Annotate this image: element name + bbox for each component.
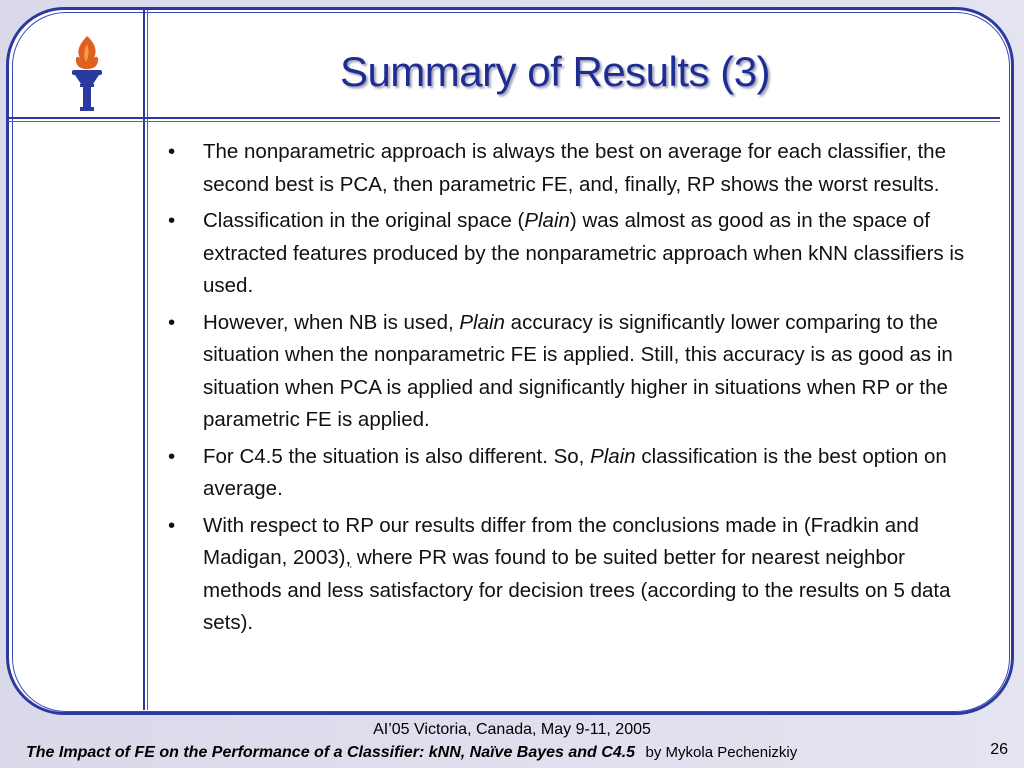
bullet-item [168,510,968,640]
slide-title: Summary of Results (3) [339,48,771,95]
bullet-text: However, when NB is used, [203,310,460,334]
bullet-item [168,205,968,303]
bullet-item [168,136,968,201]
bullet-item [168,307,968,437]
bullet-text: For C4.5 the situation is also different. So, [203,444,591,468]
vertical-divider-thin [147,10,148,710]
bullet-text: accuracy is significantly lower comparing to the situation when the nonparametric FE is applied. Still, this accuracy is as good as in situation when PCA is applied and significantly higher in situations when RP or the parametric FE is applied. [203,310,953,431]
bullet-text: where PR was found to be suited better for nearest neighbor methods and less satisfactory for decision trees (according to the results on 5 data sets). [203,546,951,634]
horizontal-divider [8,117,1000,119]
bullet-text-italic: Plain [590,444,636,468]
bullet-marker: • [168,444,176,468]
bullet-marker: • [168,513,176,537]
footer-author: by Mykola Pechenizkiy [645,744,798,761]
bullet-text: The nonparametric approach is always the best on average for each classifier, the second best is PCA, then parametric FE, and, finally, RP shows the worst results. [203,140,946,196]
bullet-text: ) was almost as good as in the space of extracted features produced by the nonparametric approach when kNN classifiers is used. [203,209,965,297]
bullet-text-underlined: , [345,546,352,569]
bullet-text-italic: Plain [524,209,570,232]
bullet-text-italic: Plain [459,310,505,334]
bullet-item [168,441,968,506]
footer-paper-title: The Impact of FE on the Performance of a Classifier: kNN, Naïve Bayes and C4.5 [26,744,636,761]
bullet-text: With respect to RP our results differ from the conclusions made in (Fradkin and Madigan, 2003) [203,513,919,569]
bullet-marker: • [168,140,176,163]
bullet-list [168,136,968,644]
footer-conference: AI’05 Victoria, Canada, May 9-11, 2005 [373,721,651,738]
footer-paper-line [26,744,797,762]
horizontal-divider-thin [8,121,1000,122]
bullet-text: classification is the best option on average. [203,444,947,500]
torch-logo-icon [62,34,112,114]
bullet-marker: • [168,310,176,334]
bullet-marker: • [168,209,176,232]
page-number: 26 [990,741,1008,758]
vertical-divider [143,10,145,710]
bullet-text: Classification in the original space ( [203,209,525,232]
